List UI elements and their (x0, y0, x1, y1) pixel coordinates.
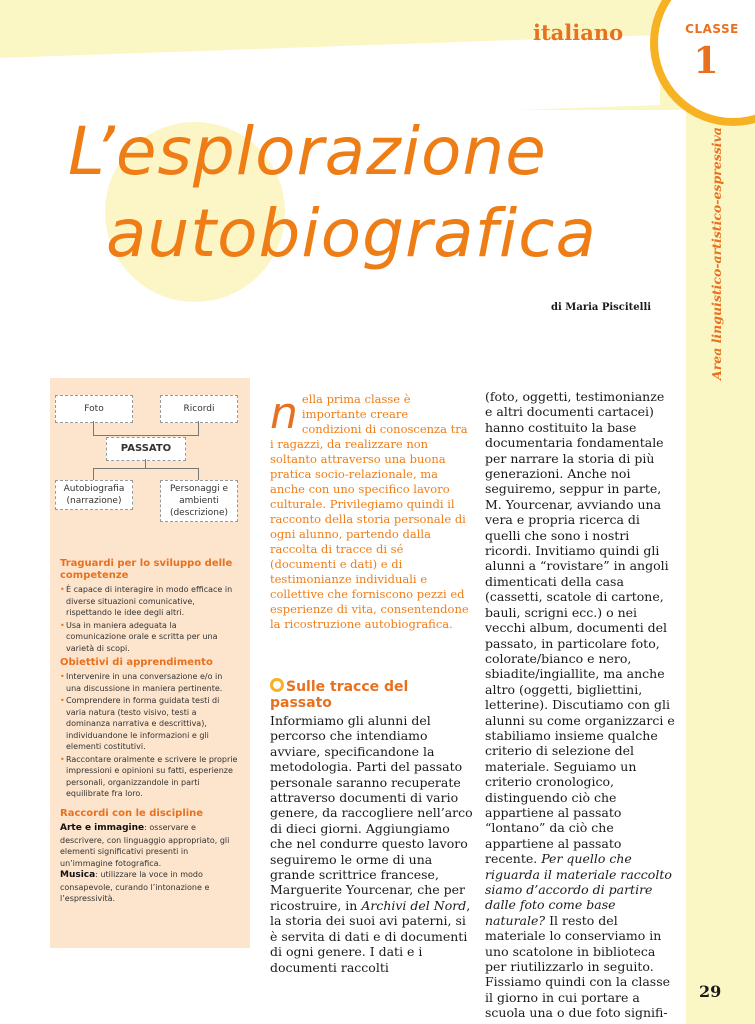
map-connector (93, 468, 199, 469)
map-connector (93, 435, 199, 436)
obiettivi-title: Obiettivi di apprendimento (60, 657, 213, 668)
section-obiettivi (60, 657, 238, 801)
body-column-2: Informiamo gli alunni del percorso che intendiamo avviare, specificandone la metodologia. Parti del passato personale saranno recuperate attraverso documenti di vario genere, da raccogliere nell’arco di dieci giorni. Aggiungiamo che nel condurre questo lavoro seguiremo le orme di una grande scrittrice francese, Marguerite Yourcenar, che per ricostruire, in Archivi del Nord, la storia dei suoi avi paterni, si è servita di dati e di documenti di ogni genere. I dati e i documenti raccolti (270, 713, 473, 975)
map-connector (145, 459, 146, 468)
dropcap: n (270, 388, 298, 439)
raccordi-musica: Musica: utilizzare la voce in modo consapevole, curando l’intonazione e l’espressività. (60, 870, 210, 903)
area-label: Area linguistico-artistico-espressiva (709, 127, 724, 380)
map-node-personaggi: Personaggi e ambienti (descrizione) (160, 480, 238, 522)
map-node-passato: PASSATO (106, 437, 186, 461)
body-column-3: (foto, oggetti, testimonianze e altri documenti cartacei) hanno costituito la base documentaria fondamentale per narrare la storia di più generazioni. Anche noi seguiremo, seppur in parte, M. Yourcenar, avviando una vera e propria ricerca di quelli che sono i nostri ricordi. Invitiamo quindi gli alunni a “rovistare” in angoli dimenticati della casa (cassetti, scatole di cartone, bauli, scrigni ecc.) o nei vecchi album, documenti del passato, in particolare foto, colorate/bianco e nero, sbiadite/ingiallite, ma anche altro (oggetti, bigliettini, letterine). Discutiamo con gli alunni su come organizzarci e stabiliamo insieme qualche criterio di selezione del materiale. Seguiamo un criterio cronologico, distinguendo ciò che appartiene al passato “lontano” da ciò che appartiene al passato recente. Per quello che riguarda il materiale raccolto siamo d’accordo di partire dalle foto come base naturale? Il resto del materiale lo conserviamo in uno scatolone in biblioteca per riutilizzarlo in seguito. Fissiamo quindi con la classe il giorno in cui portare a scuola una o due foto signifi- (485, 389, 675, 1021)
list-item: • Intervenire in una conversazione e/o in una discussione in maniera pertinente. (60, 671, 238, 694)
map-connector (198, 468, 199, 480)
map-node-autobiografia: Autobiografia (narrazione) (55, 480, 133, 510)
author: di Maria Piscitelli (551, 302, 652, 313)
map-connector (198, 421, 199, 435)
list-item: • È capace di interagire in modo efficace in diverse situazioni comunicative, rispettando le idee degli altri. (60, 584, 238, 619)
intro-paragraph: nella prima classe è importante creare condizioni di conoscenza tra i ragazzi, da realizzare non soltanto attraverso una buona pratica socio-relazionale, ma anche con uno specifico lavoro culturale. Privilegiamo quindi il racconto della storia personale di ogni alunno, partendo dalla raccolta di tracce di sé (documenti e dati) e di testimonianze individuali e collettive che forniscono pezzi ed esperienze di vita, consentendone la ricostruzione autobiografica. (270, 388, 469, 631)
title-line-1: L’esplorazione (68, 113, 547, 190)
page-number: 29 (699, 982, 722, 1001)
section-heading: Sulle tracce del passato (270, 679, 409, 711)
classe-label: CLASSE (685, 22, 739, 36)
subject-label: italiano (533, 20, 624, 45)
list-item: • Comprendere in forma guidata testi di varia natura (testo visivo, testi a dominanza narrativa e descrittiva), individuandone le informazioni e gli elementi costitutivi. (60, 695, 238, 753)
list-item: • Raccontare oralmente e scrivere le proprie impressioni e opinioni su fatti, esperienze personali, organizzandole in parti equilibrate fra loro. (60, 754, 238, 800)
page-title (68, 108, 688, 278)
list-item: • Usa in maniera adeguata la comunicazione orale e scritta per una varietà di scopi. (60, 620, 238, 655)
title-line-2: autobiografica (106, 195, 597, 272)
raccordi-arte: Arte e immagine: osservare e descrivere, con linguaggio appropriato, gli elementi significativi presenti in un’immagine fotografica. (60, 823, 230, 868)
map-connector (93, 468, 94, 480)
section-raccordi (60, 808, 238, 905)
map-node-foto: Foto (55, 395, 133, 423)
circle-icon (270, 678, 284, 692)
traguardi-title: Traguardi per lo sviluppo delle competenze (60, 558, 233, 581)
section-traguardi (60, 558, 238, 655)
classe-number: 1 (693, 40, 719, 82)
map-connector (93, 421, 94, 435)
raccordi-title: Raccordi con le discipline (60, 808, 204, 819)
map-node-ricordi: Ricordi (160, 395, 238, 423)
